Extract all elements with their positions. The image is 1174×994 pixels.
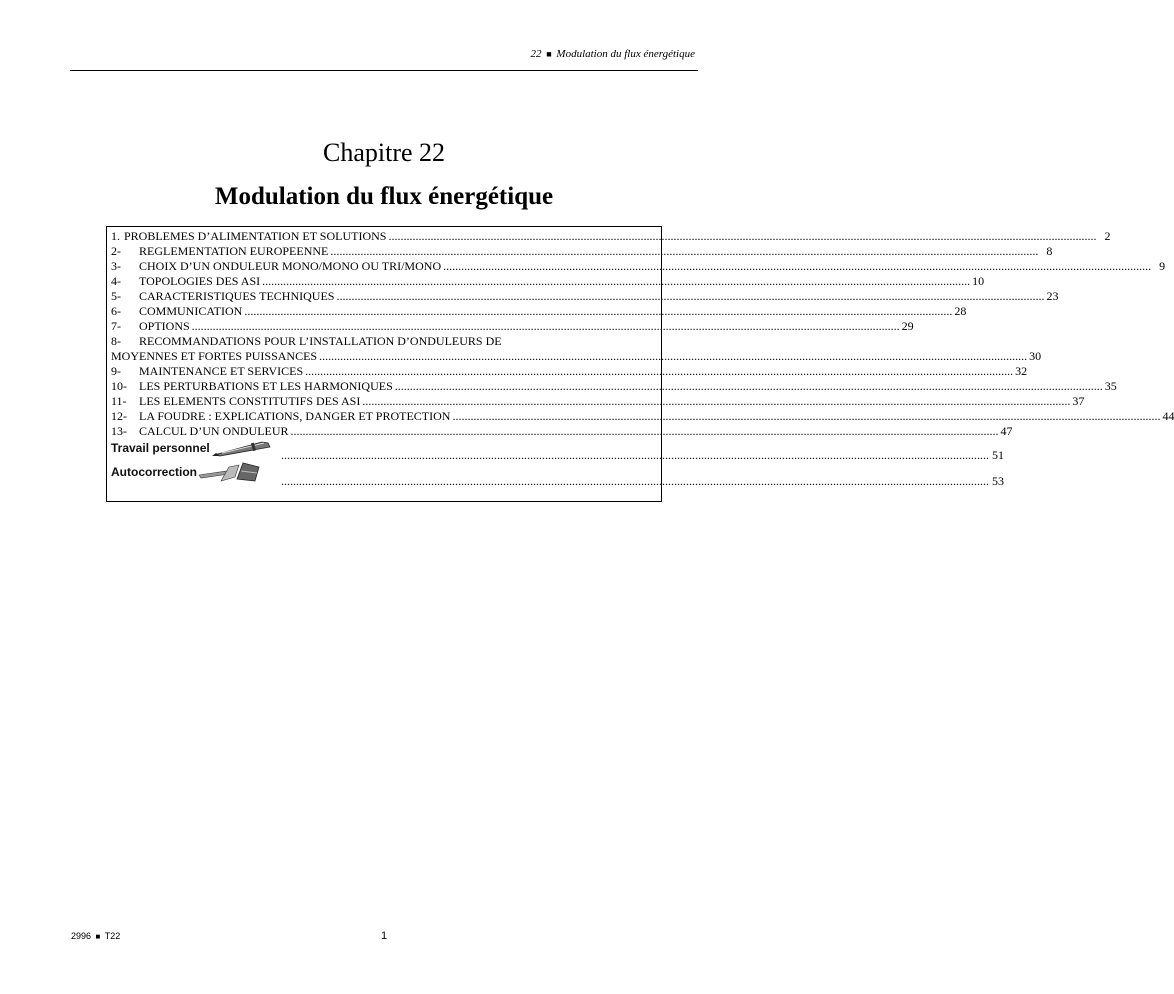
toc-entry-title-continued: MOYENNES ET FORTES PUISSANCES: [111, 349, 318, 363]
toc-leader-dots: [244, 304, 952, 319]
toc-entry-page: 32: [1015, 364, 1028, 378]
toc-entry-title: PROBLEMES D’ALIMENTATION ET SOLUTIONS: [124, 229, 387, 243]
toc-entry-title: LES ELEMENTS CONSTITUTIFS DES ASI: [139, 394, 361, 408]
toc-entry-page: 28: [954, 304, 967, 318]
table-of-contents: [106, 226, 1174, 502]
toc-entry-number: 9-: [111, 364, 121, 378]
toc-entry-page: 47: [1000, 424, 1013, 438]
toc-entry-page: 10: [972, 274, 985, 288]
chapter-number: Chapitre 22: [322, 138, 446, 167]
toc-entry[interactable]: [111, 289, 1059, 304]
toc-entry-page: 37: [1072, 394, 1085, 408]
toc-entry-title: OPTIONS: [139, 319, 190, 333]
toc-leader-dots: [395, 379, 1103, 394]
toc-entry-page: 23: [1046, 289, 1059, 303]
toc-entry-page: 44: [1162, 409, 1174, 423]
toc-entry[interactable]: [111, 409, 1174, 424]
travail-personnel-page: 51: [992, 448, 1004, 462]
toc-entry[interactable]: [111, 424, 1013, 439]
toc-entry-page: 35: [1104, 379, 1117, 393]
footer-section: T22: [104, 931, 121, 941]
toc-entry[interactable]: [111, 319, 914, 334]
toc-entry[interactable]: [111, 259, 1166, 274]
toc-entry-page: 9: [1159, 259, 1166, 273]
toc-entry-number: 13-: [111, 424, 127, 438]
toc-entry-title: TOPOLOGIES DES ASI: [139, 274, 261, 288]
toc-entry-number: 7-: [111, 319, 121, 333]
toc-entry-title: LES PERTURBATIONS ET LES HARMONIQUES: [139, 379, 393, 393]
toc-leader-dots: [336, 289, 1044, 304]
toc-entry-title: MAINTENANCE ET SERVICES: [139, 364, 304, 378]
toc-entry-number: 5-: [111, 289, 121, 303]
toc-entry[interactable]: [111, 364, 1028, 379]
toc-entry-title: CARACTERISTIQUES TECHNIQUES: [139, 289, 335, 303]
travail-personnel-label: Travail personnel: [111, 439, 281, 457]
toc-entry-number: 4-: [111, 274, 121, 288]
toc-entry-title: RECOMMANDATIONS POUR L’INSTALLATION D’ONDULEURS DE: [139, 334, 502, 348]
header-separator: ■: [546, 49, 552, 59]
autocorrection-label: Autocorrection: [111, 461, 281, 483]
footer-separator: ■: [95, 932, 101, 941]
toc-leader-dots: [330, 244, 1038, 259]
toc-leader-dots: [388, 229, 1096, 244]
toc-entry-number: 11-: [111, 394, 127, 408]
header-title: Modulation du flux énergétique: [556, 48, 695, 60]
header-chapter-number: 22: [530, 48, 542, 60]
toc-entry[interactable]: [111, 349, 1042, 364]
toc-leader-dots: [281, 474, 989, 489]
toc-entry-page: 2: [1104, 229, 1111, 243]
toc-leader-dots: [192, 319, 900, 334]
toc-entry-title: LA FOUDRE : EXPLICATIONS, DANGER ET PROTECTION: [139, 409, 451, 423]
toc-leader-dots: [281, 448, 989, 463]
toc-entry[interactable]: [111, 379, 1117, 394]
toc-entry-first-line[interactable]: [111, 334, 657, 349]
toc-leader-dots: [319, 349, 1027, 364]
toc-entry-number: 10-: [111, 379, 127, 393]
toc-entry-number: 6-: [111, 304, 121, 318]
toc-leader-dots: [305, 364, 1013, 379]
toc-entry[interactable]: [111, 304, 967, 319]
toc-leader-dots: [452, 409, 1160, 424]
toc-entry-title: REGLEMENTATION EUROPEENNE: [139, 244, 329, 258]
toc-entry-title: COMMUNICATION: [139, 304, 243, 318]
toc-entry-title: CHOIX D’UN ONDULEUR MONO/MONO OU TRI/MONO: [139, 259, 442, 273]
toc-entry-title: CALCUL D’UN ONDULEUR: [139, 424, 289, 438]
toc-entry-number: 3-: [111, 259, 121, 273]
footer-code: 2996: [71, 931, 92, 941]
toc-leader-dots: [262, 274, 970, 289]
toc-entry[interactable]: [111, 274, 985, 289]
pencil-eraser-icon: [199, 461, 265, 483]
toc-leader-dots: [362, 394, 1070, 409]
toc-leader-dots: [443, 259, 1151, 274]
toc-entry-number: 2-: [111, 244, 121, 258]
toc-leader-dots: [291, 424, 999, 439]
toc-entry-number: 12-: [111, 409, 127, 423]
toc-entry-page: 30: [1029, 349, 1042, 363]
toc-entry-page: 8: [1046, 244, 1053, 258]
toc-entry[interactable]: [111, 244, 1053, 259]
chapter-title: Modulation du flux énergétique: [214, 183, 554, 210]
autocorrection-page: 53: [992, 474, 1004, 488]
toc-entry[interactable]: [111, 229, 1111, 244]
toc-extra-travail-personnel[interactable]: [111, 440, 1004, 463]
header-rule: [70, 70, 698, 71]
running-header: [530, 48, 695, 60]
toc-entry-page: 29: [901, 319, 914, 333]
pen-icon: [212, 439, 274, 457]
page-number: 1: [380, 930, 388, 942]
toc-extra-autocorrection[interactable]: [111, 464, 1004, 489]
toc-entry-number: 1.: [111, 229, 120, 243]
toc-entry-number: 8-: [111, 334, 121, 348]
toc-entry[interactable]: [111, 394, 1085, 409]
